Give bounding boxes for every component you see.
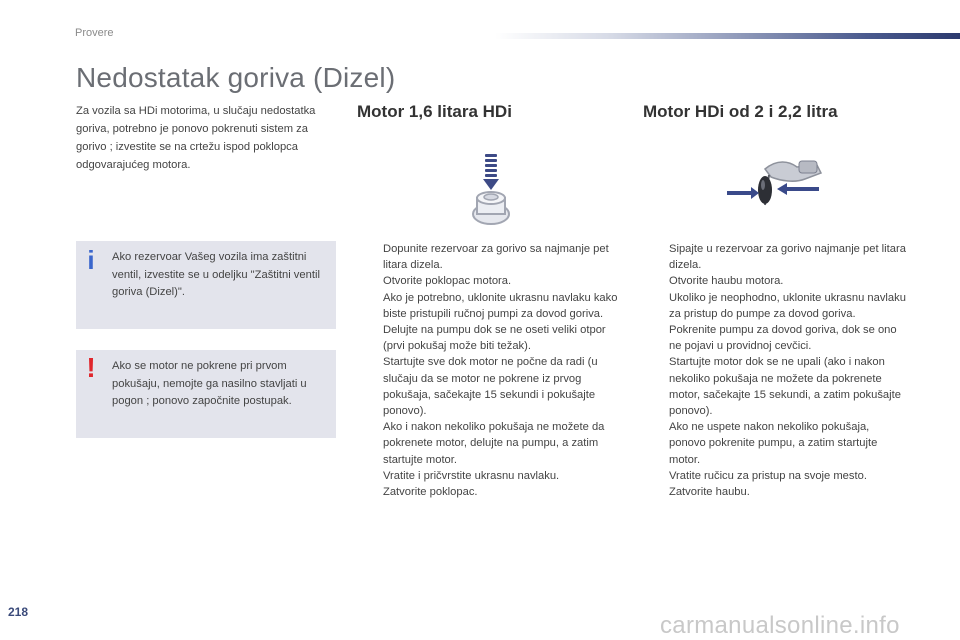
step-text: Startujte motor dok se ne upali (ako i nakon nekoliko pokušaja ne možete da pokrenete motor, sačekajte 15 sekundi, a zatim pokušajte ponovo). <box>669 356 901 418</box>
info-box <box>76 241 336 329</box>
list-item <box>357 322 622 354</box>
warning-icon: ! <box>86 352 96 383</box>
bulb-pump-icon <box>725 155 825 215</box>
page-number: 218 <box>8 605 29 619</box>
list-item <box>643 322 908 354</box>
list-item <box>357 354 622 419</box>
column-2-title: Motor HDi od 2 i 2,2 litra <box>643 102 838 121</box>
list-item <box>643 290 908 322</box>
step-text: Dopunite rezervoar za gorivo sa najmanje pet litara dizela. <box>383 243 609 272</box>
watermark: carmanualsonline.info <box>660 612 900 639</box>
column-2-steps <box>643 241 908 500</box>
list-item <box>357 484 622 500</box>
list-item <box>357 241 622 273</box>
list-item <box>643 354 908 419</box>
step-text: Pokrenite pumpu za dovod goriva, dok se ono ne pojavi u providnoj cevčici. <box>669 324 897 353</box>
step-text: Delujte na pumpu dok se ne oseti veliki otpor (prvi pokušaj može biti težak). <box>383 324 606 353</box>
step-text: Vratite ručicu za pristup na svoje mesto. <box>669 469 867 482</box>
warning-box-text: Ako se motor ne pokrene pri prvom pokušaju, nemojte ga nasilno stavljati u pogon ; ponovo započnite postupak. <box>112 360 307 407</box>
hand-pump-icon <box>466 152 516 232</box>
list-item <box>357 468 622 484</box>
list-item <box>643 273 908 289</box>
list-item <box>643 419 908 468</box>
column-1-steps <box>357 241 622 500</box>
warning-box <box>76 350 336 438</box>
list-item <box>643 484 908 500</box>
step-text: Ako i nakon nekoliko pokušaja ne možete da pokrenete motor, delujte na pumpu, a zatim startujte motor. <box>383 421 605 466</box>
list-item <box>357 273 622 289</box>
info-icon: i <box>87 245 95 275</box>
page-title: Nedostatak goriva (Dizel) <box>76 62 396 93</box>
list-item <box>643 241 908 273</box>
section-label: Provere <box>75 27 114 39</box>
header-rule <box>495 33 960 39</box>
column-1-title: Motor 1,6 litara HDi <box>357 102 512 121</box>
list-item <box>643 468 908 484</box>
list-item <box>357 419 622 468</box>
step-text: Sipajte u rezervoar za gorivo najmanje pet litara dizela. <box>669 243 906 272</box>
list-item <box>357 290 622 322</box>
step-text: Ukoliko je neophodno, uklonite ukrasnu navlaku za pristup do pumpe za dovod goriva. <box>669 291 906 320</box>
step-text: Otvorite haubu motora. <box>669 275 784 288</box>
step-text: Ako je potrebno, uklonite ukrasnu navlaku kako biste pristupili ručnoj pumpi za dovod goriva. <box>383 291 618 320</box>
info-box-text: Ako rezervoar Vašeg vozila ima zaštitni ventil, izvestite se u odeljku "Zaštitni ventil goriva (Dizel)". <box>112 251 320 298</box>
step-text: Otvorite poklopac motora. <box>383 275 512 288</box>
step-text: Ako ne uspete nakon nekoliko pokušaja, ponovo pokrenite pumpu, a zatim startujte motor. <box>669 421 878 466</box>
step-text: Zatvorite haubu. <box>669 486 750 499</box>
step-text: Zatvorite poklopac. <box>383 486 478 499</box>
step-text: Vratite i pričvrstite ukrasnu navlaku. <box>383 469 560 482</box>
intro-text: Za vozila sa HDi motorima, u slučaju nedostatka goriva, potrebno je ponovo pokrenuti sistem za gorivo ; izvestite se na crtežu ispod poklopca odgovarajućeg motora. <box>76 105 316 171</box>
step-text: Startujte sve dok motor ne počne da radi (u slučaju da se motor ne pokrene iz prvog pokušaja, sačekajte 15 sekundi i pokušajte ponovo). <box>383 356 598 418</box>
